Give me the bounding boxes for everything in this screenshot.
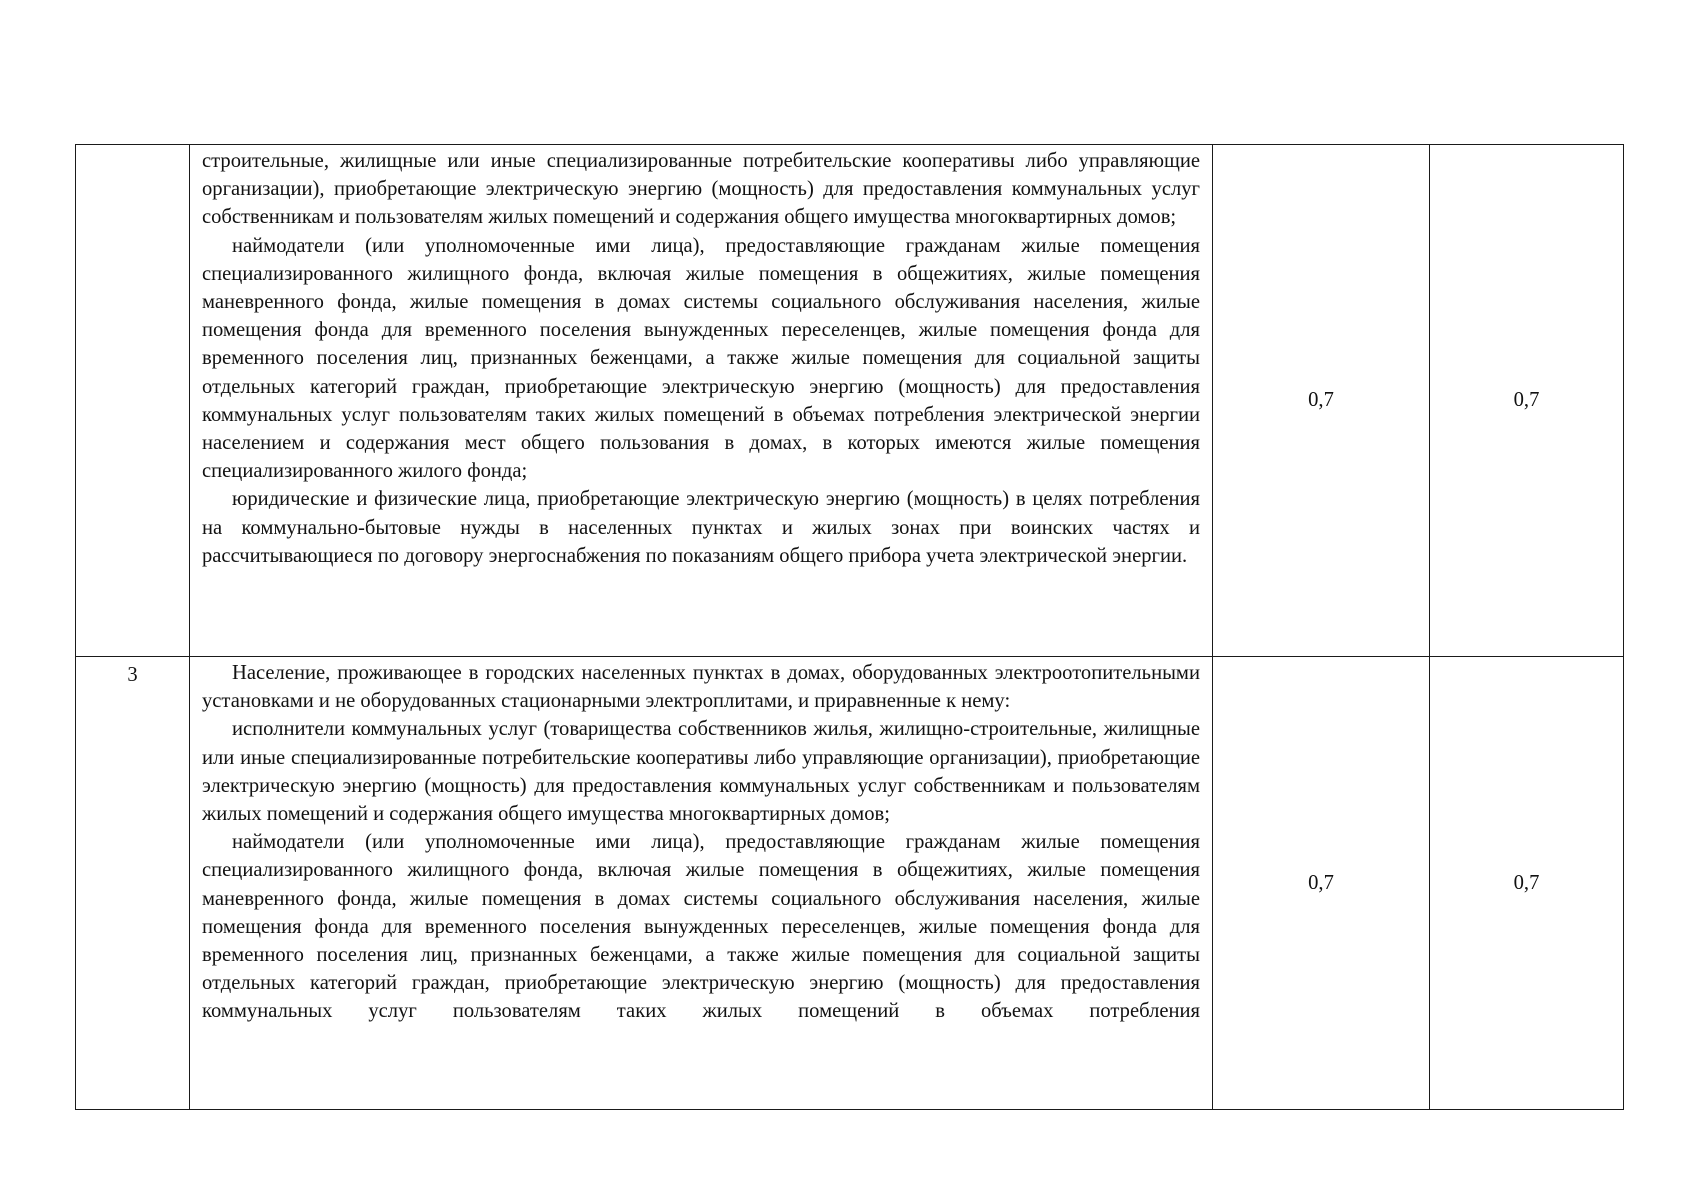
table-row xyxy=(76,657,1624,1110)
value-cell-1: 0,7 xyxy=(1213,145,1430,657)
paragraph: исполнители коммунальных услуг (товарищества собственников жилья, жилищно-строительные, жилищные или иные специализированные потребительские кооперативы либо управляющие организации), приобретающие электрическую энергию (мощность) для предоставления коммунальных услуг собственникам и пользователям жилых помещений и содержания общего имущества многоквартирных домов; xyxy=(202,718,1200,826)
tariff-table xyxy=(75,144,1624,1110)
paragraph: наймодатели (или уполномоченные ими лица), предоставляющие гражданам жилые помещения специализированного жилищного фонда, включая жилые помещения в общежитиях, жилые помещения маневренного фонда, жилые помещения в домах системы социального обслуживания населения, жилые помещения фонда для временного поселения вынужденных переселенцев, жилые помещения фонда для временного поселения лиц, признанных беженцами, а также жилые помещения для социальной защиты отдельных категорий граждан, приобретающие электрическую энергию (мощность) для предоставления коммунальных услуг пользователям таких жилых помещений в объемах потребления xyxy=(202,831,1200,1023)
value-cell-2: 0,7 xyxy=(1430,657,1624,1110)
value-cell-1: 0,7 xyxy=(1213,657,1430,1110)
paragraph: юридические и физические лица, приобретающие электрическую энергию (мощность) в целях потребления на коммунально-бытовые нужды в населенных пунктах и жилых зонах при воинских частях и рассчитывающиеся по договору энергоснабжения по показаниям общего прибора учета электрической энергии. xyxy=(202,488,1200,567)
row-number xyxy=(76,145,190,657)
value-cell-2: 0,7 xyxy=(1430,145,1624,657)
paragraph: строительные, жилищные или иные специализированные потребительские кооперативы либо управляющие организации), приобретающие электрическую энергию (мощность) для предоставления коммунальных услуг собственникам и пользователям жилых помещений и содержания общего имущества многоквартирных домов; xyxy=(202,150,1200,229)
row-description xyxy=(190,657,1213,1110)
row-number: 3 xyxy=(76,657,190,1110)
table-row xyxy=(76,145,1624,657)
row-description xyxy=(190,145,1213,657)
paragraph: Население, проживающее в городских населенных пунктах в домах, оборудованных электроотопительными установками и не оборудованных стационарными электроплитами, и приравненные к нему: xyxy=(202,662,1200,713)
paragraph: наймодатели (или уполномоченные ими лица), предоставляющие гражданам жилые помещения специализированного жилищного фонда, включая жилые помещения в общежитиях, жилые помещения маневренного фонда, жилые помещения в домах системы социального обслуживания населения, жилые помещения фонда для временного поселения вынужденных переселенцев, жилые помещения фонда для временного поселения лиц, признанных беженцами, а также жилые помещения для социальной защиты отдельных категорий граждан, приобретающие электрическую энергию (мощность) для предоставления коммунальных услуг пользователям таких жилых помещений в объемах потребления электрической энергии населением и содержания мест общего пользования в домах, в которых имеются жилые помещения специализированного жилого фонда; xyxy=(202,234,1200,483)
